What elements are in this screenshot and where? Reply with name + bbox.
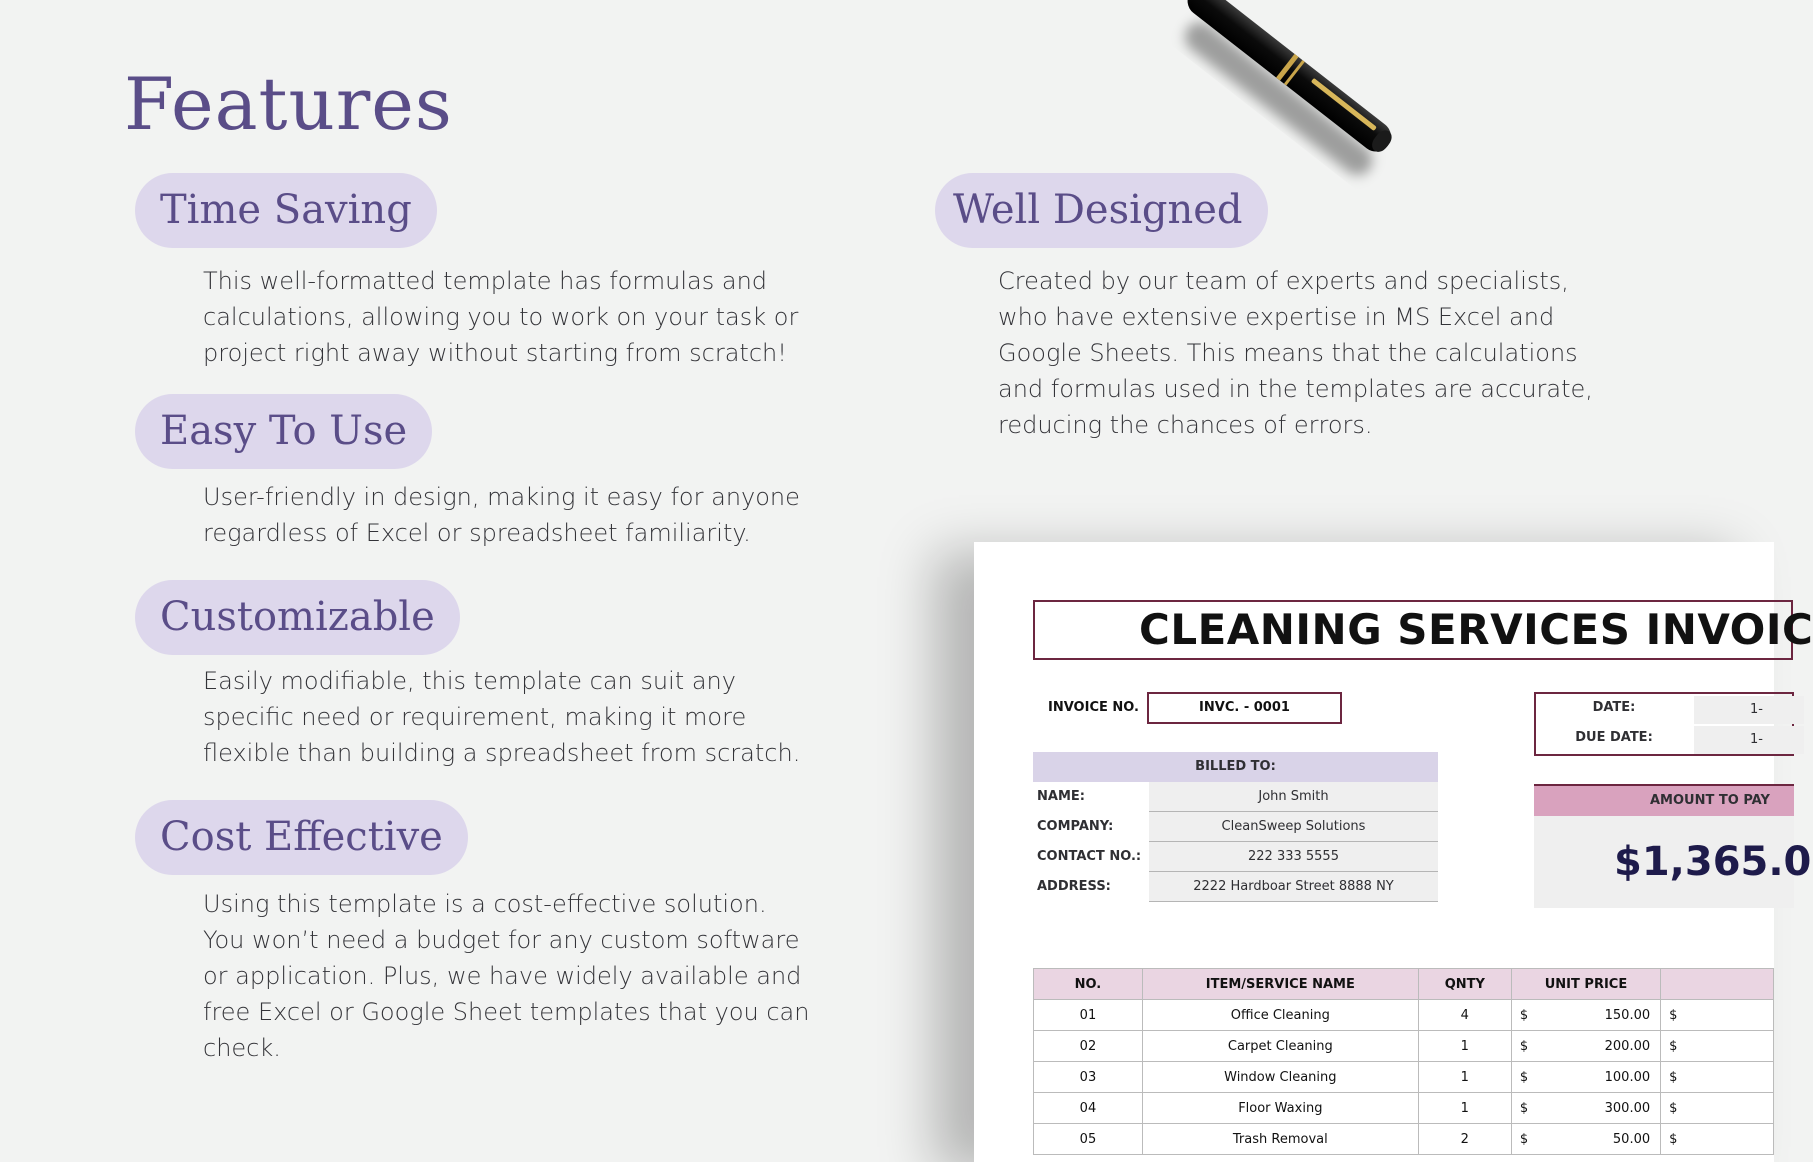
feature-text-well-designed: Created by our team of experts and specialists, who have extensive expertise in MS Excel and Google Sheets. This means that the calculations and formulas used in the templates are accurate, reducing the chances of errors. — [998, 267, 1593, 439]
cell-unit-price: 50.00 — [1540, 1124, 1660, 1155]
billed-to-header: BILLED TO: — [1033, 752, 1438, 782]
billed-value: CleanSweep Solutions — [1149, 812, 1438, 842]
billed-row-contact — [1033, 842, 1438, 872]
cell-currency: $ — [1511, 1124, 1540, 1155]
invoice-title: CLEANING SERVICES INVOIC — [1033, 600, 1793, 660]
cell-item: Floor Waxing — [1142, 1093, 1418, 1124]
cell-no: 04 — [1034, 1093, 1143, 1124]
feature-text-customizable: Easily modifiable, this template can suit any specific need or requirement, making it more flexible than building a spreadsheet from scratch. — [203, 667, 801, 767]
cell-qty: 1 — [1418, 1093, 1511, 1124]
column-header-no: NO. — [1034, 969, 1143, 1000]
feature-text-cost-effective: Using this template is a cost-effective solution. You won’t need a budget for any custom software or application. Plus, we have widely available and free Excel or Google Sheet templates that you can check. — [203, 890, 810, 1062]
cell-item: Office Cleaning — [1142, 1000, 1418, 1031]
cell-unit-price: 200.00 — [1540, 1031, 1660, 1062]
cell-amount-currency: $ — [1661, 1124, 1774, 1155]
cell-item: Window Cleaning — [1142, 1062, 1418, 1093]
billed-label: NAME: — [1037, 789, 1085, 804]
cell-currency: $ — [1511, 1000, 1540, 1031]
billed-label: CONTACT NO.: — [1037, 849, 1142, 864]
cell-item: Carpet Cleaning — [1142, 1031, 1418, 1062]
cell-amount-currency: $ — [1661, 1031, 1774, 1062]
cell-qty: 4 — [1418, 1000, 1511, 1031]
cell-no: 02 — [1034, 1031, 1143, 1062]
amount-to-pay-label: AMOUNT TO PAY — [1534, 784, 1794, 816]
cell-unit-price: 100.00 — [1540, 1062, 1660, 1093]
billed-value: 2222 Hardboar Street 8888 NY — [1149, 872, 1438, 902]
features-title: Features — [124, 62, 453, 146]
invoice-no-label: INVOICE NO. — [1048, 700, 1139, 715]
feature-text-time-saving: This well-formatted template has formulas and calculations, allowing you to work on your task or project right away without starting from scratch! — [203, 267, 799, 367]
cell-qty: 1 — [1418, 1031, 1511, 1062]
due-date-label: DUE DATE: — [1575, 730, 1653, 745]
cell-item: Trash Removal — [1142, 1124, 1418, 1155]
feature-heading-cost-effective: Cost Effective — [135, 800, 468, 875]
cell-currency: $ — [1511, 1093, 1540, 1124]
feature-text-easy-to-use: User-friendly in design, making it easy for anyone regardless of Excel or spreadsheet familiarity. — [203, 483, 800, 547]
cell-unit-price: 150.00 — [1540, 1000, 1660, 1031]
items-table — [1033, 968, 1774, 1155]
amount-to-pay-value: $1,365.0 — [1534, 816, 1794, 908]
table-row — [1034, 1124, 1774, 1155]
cell-unit-price: 300.00 — [1540, 1093, 1660, 1124]
table-row — [1034, 1031, 1774, 1062]
cell-amount-currency: $ — [1661, 1000, 1774, 1031]
column-header-item: ITEM/SERVICE NAME — [1142, 969, 1418, 1000]
feature-heading-time-saving: Time Saving — [135, 173, 437, 248]
due-date-value: 1- — [1694, 726, 1804, 754]
cell-amount-currency: $ — [1661, 1093, 1774, 1124]
date-value: 1- — [1694, 696, 1804, 724]
invoice-preview — [974, 542, 1813, 1162]
feature-heading-well-designed: Well Designed — [935, 173, 1268, 248]
cell-no: 03 — [1034, 1062, 1143, 1093]
cell-amount-currency: $ — [1661, 1062, 1774, 1093]
column-header-unit-price: UNIT PRICE — [1511, 969, 1660, 1000]
date-box — [1534, 692, 1794, 756]
billed-label: ADDRESS: — [1037, 879, 1111, 894]
cell-no: 01 — [1034, 1000, 1143, 1031]
cell-currency: $ — [1511, 1031, 1540, 1062]
billed-label: COMPANY: — [1037, 819, 1114, 834]
fountain-pen-icon — [1190, 0, 1490, 160]
cell-no: 05 — [1034, 1124, 1143, 1155]
billed-value: 222 333 5555 — [1149, 842, 1438, 872]
table-row — [1034, 1062, 1774, 1093]
billed-row-company — [1033, 812, 1438, 842]
billed-value: John Smith — [1149, 782, 1438, 812]
feature-heading-easy-to-use: Easy To Use — [135, 394, 432, 469]
feature-heading-customizable: Customizable — [135, 580, 460, 655]
invoice-no-value: INVC. - 0001 — [1147, 692, 1342, 724]
column-header-qnty: QNTY — [1418, 969, 1511, 1000]
cell-currency: $ — [1511, 1062, 1540, 1093]
cell-qty: 2 — [1418, 1124, 1511, 1155]
table-row — [1034, 1093, 1774, 1124]
billed-row-address — [1033, 872, 1438, 902]
date-label: DATE: — [1592, 700, 1636, 715]
billed-row-name — [1033, 782, 1438, 812]
column-header-amount — [1661, 969, 1774, 1000]
table-header-row — [1034, 969, 1774, 1000]
cell-qty: 1 — [1418, 1062, 1511, 1093]
table-row — [1034, 1000, 1774, 1031]
